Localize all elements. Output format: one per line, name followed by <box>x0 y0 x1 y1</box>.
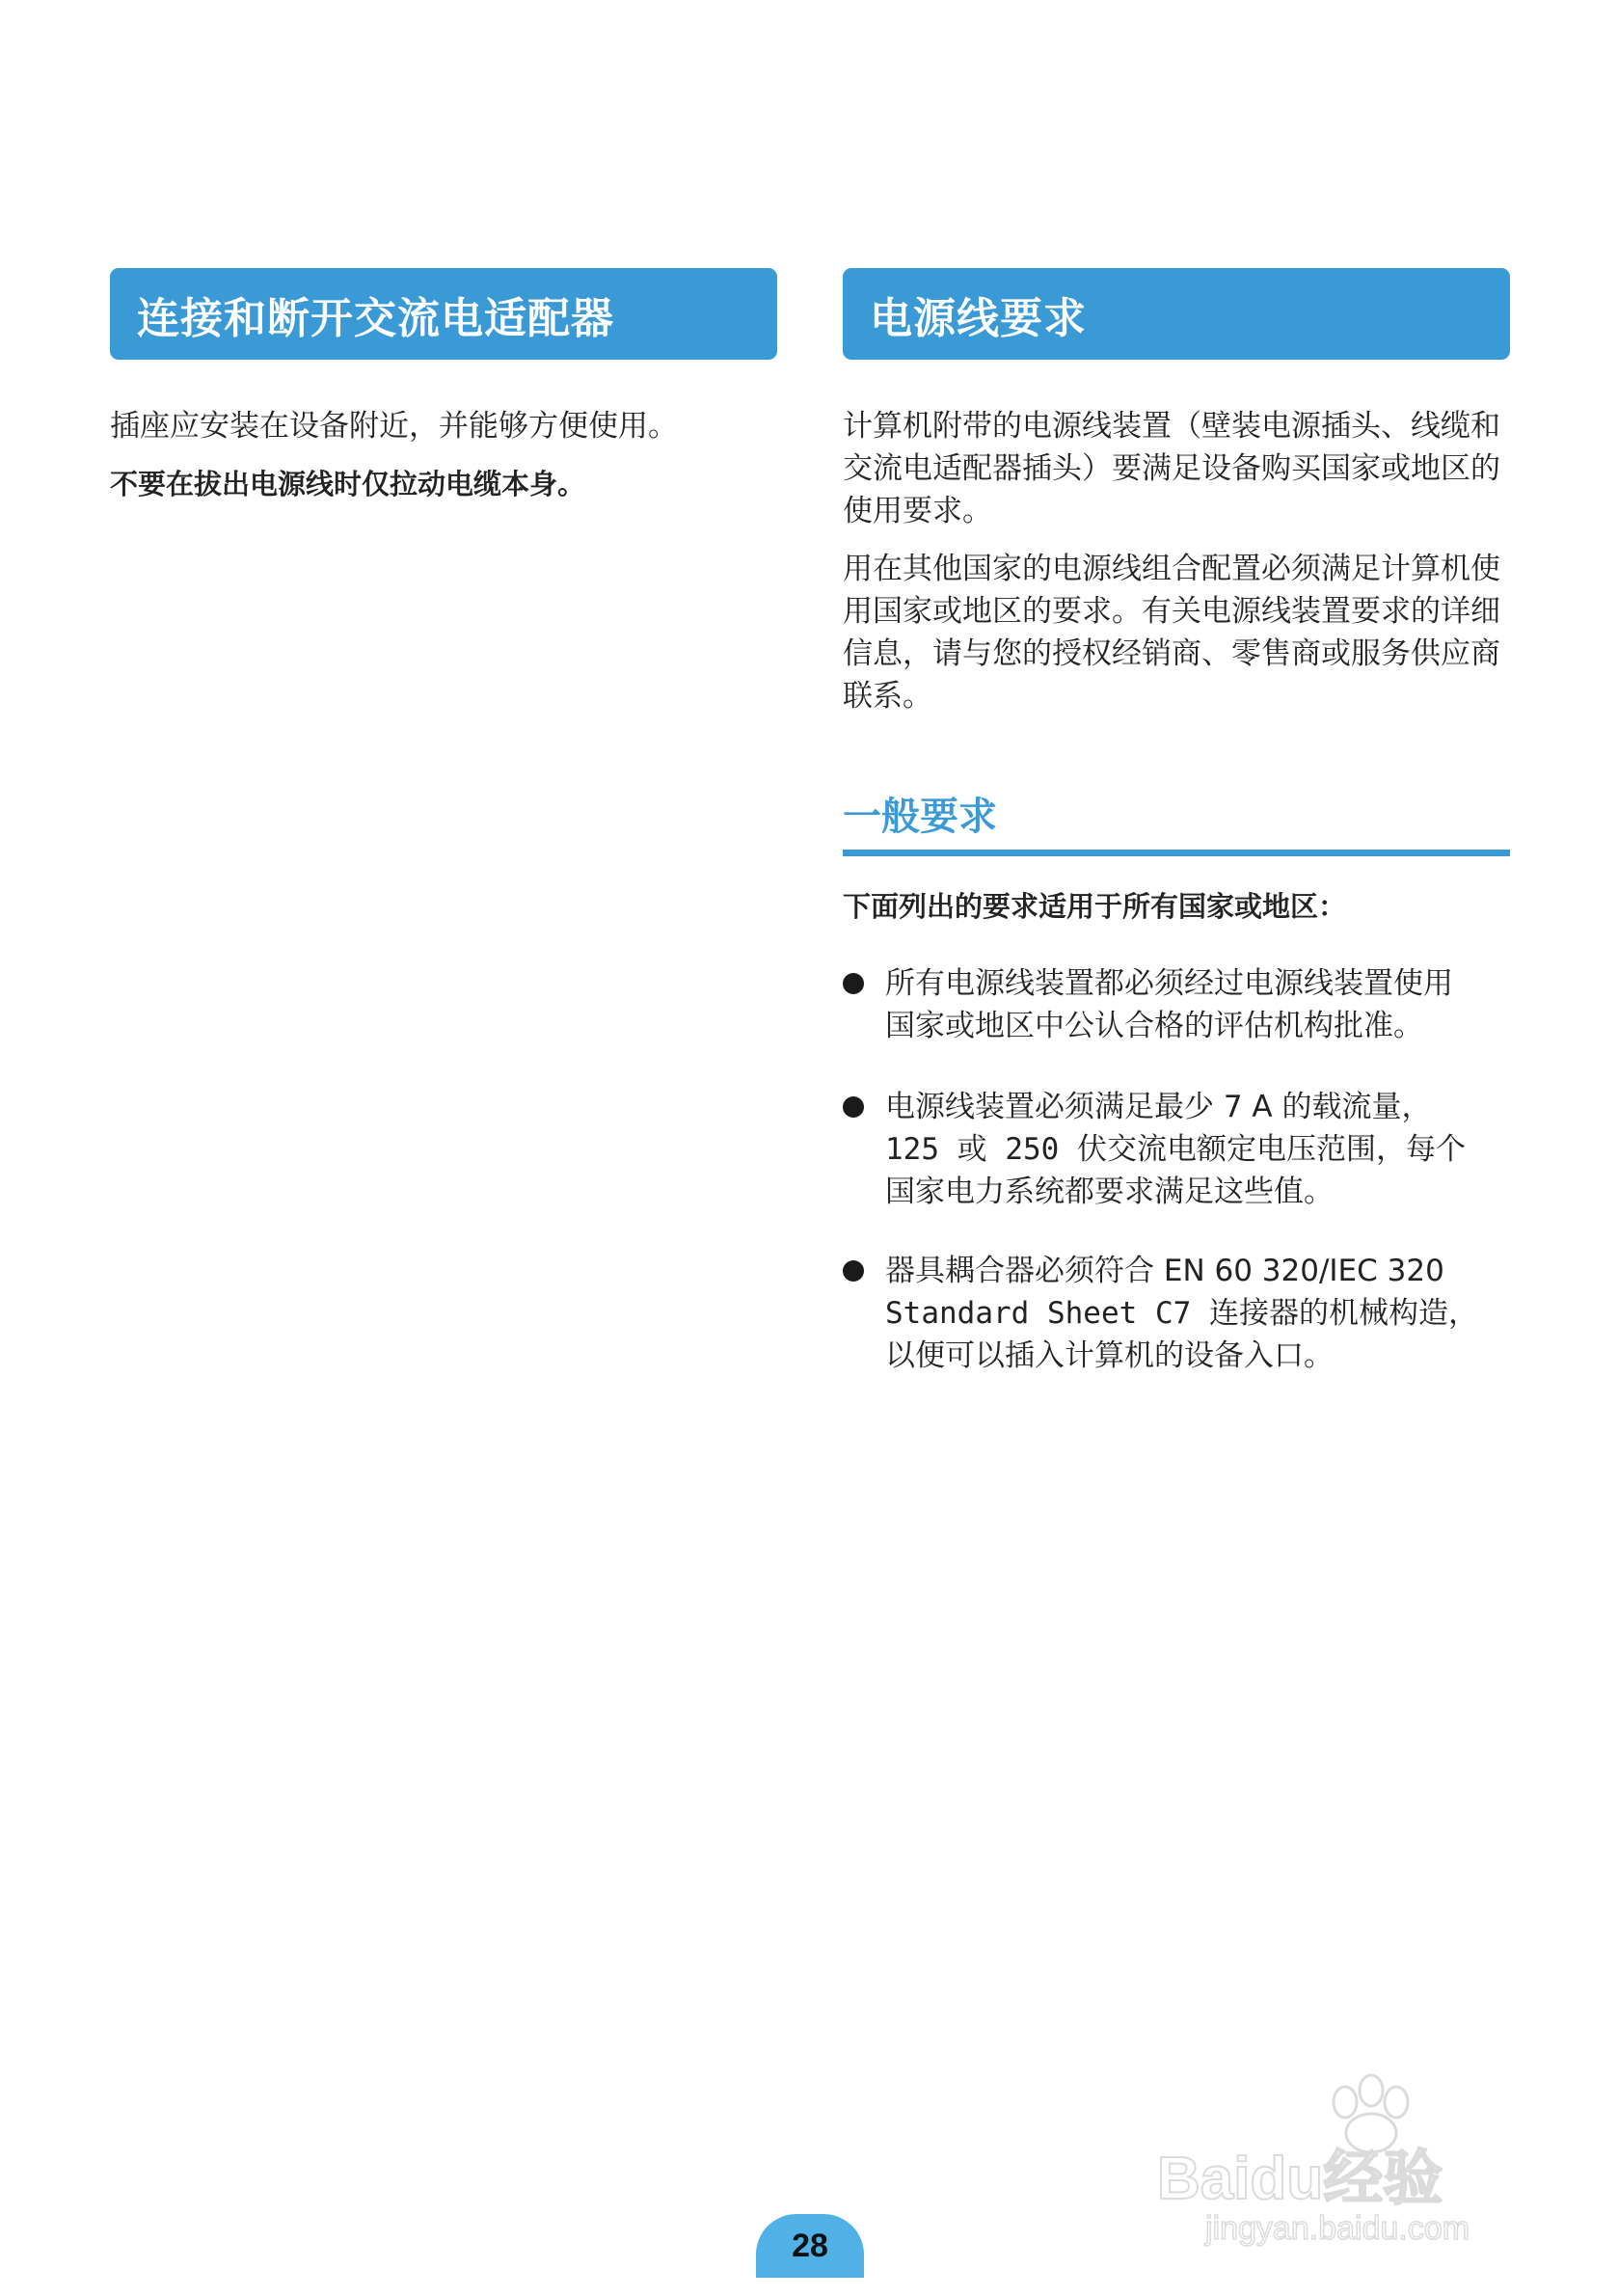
general-requirements-heading: 一般要求 <box>843 783 1510 856</box>
bullet-icon <box>843 1260 864 1282</box>
section-heading-power-cord: 电源线要求 <box>843 268 1510 360</box>
outlet-note: 插座应安装在设备附近，并能够方便使用。 <box>110 409 678 444</box>
list-item-text: 所有电源线装置都必须经过电源线装置使用 国家或地区中公认合格的评估机构批准。 <box>885 966 1453 1043</box>
cable-warning: 不要在拔出电源线时仅拉动电缆本身。 <box>110 468 586 500</box>
svg-text:jingyan.baidu.com: jingyan.baidu.com <box>1205 2210 1470 2247</box>
svg-text:Baidu经验: Baidu经验 <box>1157 2146 1443 2212</box>
list-item <box>843 1086 1510 1213</box>
list-item <box>843 962 1510 1047</box>
baidu-watermark-logo <box>1147 2054 1533 2247</box>
bullet-icon <box>843 973 864 994</box>
requirements-intro: 下面列出的要求适用于所有国家或地区： <box>843 890 1347 923</box>
list-item-text: 电源线装置必须满足最少 7 A 的载流量， 125 或 250 伏交流电额定电压范围，每个 国家电力系统都要求满足这些值。 <box>885 1090 1466 1209</box>
section-heading-ac-adapter: 连接和断开交流电适配器 <box>110 268 777 360</box>
power-cord-paragraph-2: 用在其他国家的电源线组合配置必须满足计算机使用国家或地区的要求。有关电源线装置要求的详细信息，请与您的授权经销商、零售商或服务供应商联系。 <box>843 552 1500 714</box>
list-item-text: 器具耦合器必须符合 EN 60 320/IEC 320 Standard Sheet C7 连接器的机械构造， 以便可以插入计算机的设备入口。 <box>885 1254 1478 1373</box>
list-item <box>843 1250 1510 1377</box>
page-number: 28 <box>756 2214 864 2278</box>
power-cord-paragraph-1: 计算机附带的电源线装置（壁装电源插头、线缆和交流电适配器插头）要满足设备购买国家或地区的使用要求。 <box>843 409 1500 528</box>
bullet-icon <box>843 1096 864 1118</box>
